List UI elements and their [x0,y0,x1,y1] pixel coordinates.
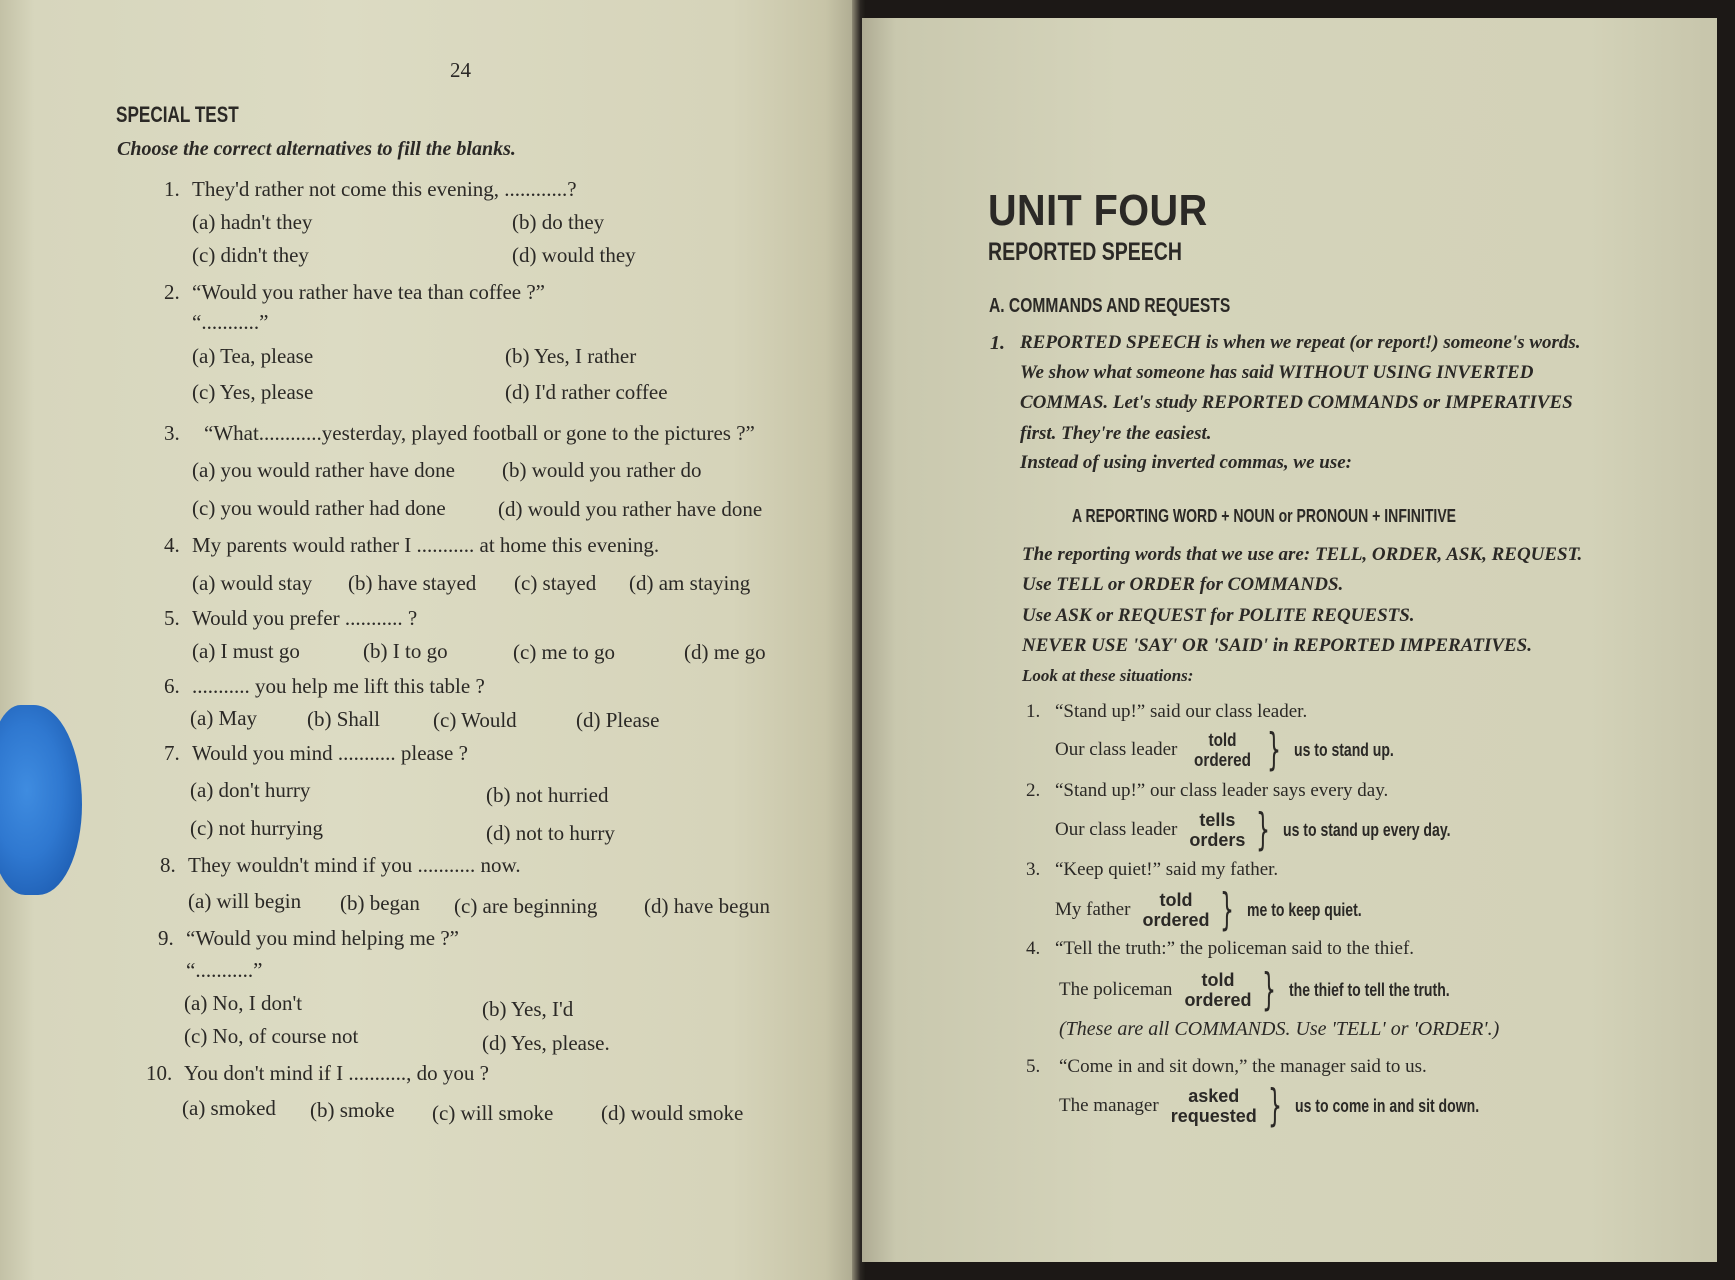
example-direct: “Tell the truth:” the policeman said to the thief. [1055,938,1415,959]
example-rest: me to keep quiet. [1247,899,1363,920]
brace-icon: } [1220,884,1235,935]
option: (c) No, of course not [184,1024,359,1048]
example-number: 4. [1026,938,1041,959]
option: (c) will smoke [432,1101,554,1125]
option: (c) not hurrying [190,816,323,840]
option: (b) have stayed [348,571,477,595]
example-verbs: told ordered [1194,730,1252,770]
option: (a) hadn't they [192,210,313,234]
intro-line: We show what someone has said WITHOUT USING INVERTED [1020,362,1534,383]
note: (These are all COMMANDS. Use 'TELL' or 'ORDER'.) [1059,1018,1500,1040]
example-number: 1. [1026,701,1041,722]
option: (b) Yes, I'd [482,997,574,1021]
right-page [862,18,1717,1262]
left-page [0,0,860,1280]
question-number: 2. [164,280,180,304]
option: (d) me go [684,640,766,664]
example-verbs: told ordered [1142,890,1210,930]
example-subject: Our class leader [1055,819,1178,840]
option: (b) Shall [307,707,380,731]
option: (a) Tea, please [192,344,314,368]
instruction: Choose the correct alternatives to fill the blanks. [117,138,516,160]
example-reported [1055,804,1498,855]
example-reported [1059,964,1495,1015]
question-number: 7. [164,741,180,765]
question-text: Would you prefer ........... ? [192,606,418,630]
example-subject: The policeman [1059,979,1173,1000]
option: (a) don't hurry [190,778,311,802]
brace-icon: } [1256,804,1271,855]
option: (d) have begun [644,894,770,918]
question-text: “Would you rather have tea than coffee ?” [192,280,545,304]
example-reported [1055,724,1422,775]
option: (a) No, I don't [184,991,303,1015]
option: (c) me to go [513,640,616,664]
example-direct: “Come in and sit down,” the manager said to us. [1059,1056,1427,1077]
unit-title: UNIT FOUR [988,186,1208,235]
example-verbs: tells orders [1189,810,1246,850]
option: (b) not hurried [486,783,609,807]
intro-number: 1. [990,332,1005,354]
answer-line: “...........” [192,310,269,334]
option: (a) will begin [188,889,302,913]
example-number: 5. [1026,1056,1041,1077]
question-text: Would you mind ........... please ? [192,741,468,765]
intro-line: COMMAS. Let's study REPORTED COMMANDS or IMPERATIVES [1020,392,1573,413]
question-number: 4. [164,533,180,557]
option: (d) am staying [629,571,751,595]
example-rest: the thief to tell the truth. [1289,979,1451,1000]
page-number: 24 [450,58,471,82]
blue-cloth [0,705,82,895]
rule-line: The reporting words that we use are: TELL, ORDER, ASK, REQUEST. [1022,544,1583,565]
option: (d) would you rather have done [498,497,763,521]
option: (c) Would [433,708,517,732]
example-direct: “Keep quiet!” said my father. [1055,859,1279,880]
option: (d) Yes, please. [482,1031,610,1055]
question-text: “What............yesterday, played football or gone to the pictures ?” [204,421,755,445]
example-reported [1055,884,1395,935]
question-text: ........... you help me lift this table ? [192,674,485,698]
example-direct: “Stand up!” our class leader says every day. [1055,780,1389,801]
option: (d) not to hurry [486,821,615,845]
example-number: 3. [1026,859,1041,880]
option: (d) Please [576,708,660,732]
brace-icon: } [1267,1080,1282,1131]
unit-subtitle: REPORTED SPEECH [988,238,1182,266]
question-number: 9. [158,926,174,950]
option: (a) May [190,706,258,730]
option: (b) I to go [363,639,448,663]
example-subject: The manager [1059,1095,1159,1116]
brace-icon: } [1262,964,1277,1015]
answer-line: “...........” [186,958,263,982]
rule-line: Use TELL or ORDER for COMMANDS. [1022,574,1344,595]
example-rest: us to come in and sit down. [1294,1095,1479,1116]
example-reported [1059,1080,1531,1131]
example-verbs: told ordered [1184,970,1252,1010]
intro-line: first. They're the easiest. [1020,423,1212,444]
question-number: 1. [164,177,180,201]
example-rest: us to stand up every day. [1283,819,1451,840]
question-text: “Would you mind helping me ?” [186,926,459,950]
intro-line: REPORTED SPEECH is when we repeat (or report!) someone's words. [1020,332,1581,353]
example-rest: us to stand up. [1294,739,1395,760]
section-title: SPECIAL TEST [116,102,239,127]
example-direct: “Stand up!” said our class leader. [1055,701,1308,722]
question-number: 3. [164,421,180,445]
option: (c) Yes, please [192,380,314,404]
option: (a) smoked [182,1096,276,1120]
formula: A REPORTING WORD + NOUN or PRONOUN + INFINITIVE [1072,506,1457,526]
option: (d) I'd rather coffee [505,380,668,404]
option: (b) Yes, I rather [505,344,637,368]
option: (a) you would rather have done [192,458,455,482]
option: (a) would stay [192,571,313,595]
option: (c) stayed [514,571,597,595]
question-number: 6. [164,674,180,698]
option: (c) are beginning [454,894,598,918]
example-subject: My father [1055,899,1131,920]
rule-line: Look at these situations: [1022,666,1194,685]
rule-line: Use ASK or REQUEST for POLITE REQUESTS. [1022,605,1415,626]
example-number: 2. [1026,780,1041,801]
option: (b) do they [512,210,605,234]
option: (b) would you rather do [502,458,702,482]
option: (a) I must go [192,639,300,663]
rule-line: NEVER USE 'SAY' OR 'SAID' in REPORTED IMPERATIVES. [1022,635,1533,656]
section-a-heading: A. COMMANDS AND REQUESTS [989,295,1231,317]
intro-line: Instead of using inverted commas, we use: [1020,452,1352,473]
option: (b) began [340,891,420,915]
question-text: They'd rather not come this evening, ............? [192,177,577,201]
example-subject: Our class leader [1055,739,1178,760]
question-number: 10. [146,1061,173,1085]
question-text: My parents would rather I ........... at home this evening. [192,533,660,557]
option: (c) didn't they [192,243,309,267]
option: (b) smoke [310,1098,395,1122]
question-text: They wouldn't mind if you ........... now. [188,853,521,877]
example-verbs: asked requested [1170,1086,1257,1126]
option: (d) would smoke [601,1101,744,1125]
question-number: 8. [160,853,176,877]
option: (d) would they [512,243,636,267]
question-text: You don't mind if I ..........., do you ? [184,1061,489,1085]
option: (c) you would rather had done [192,496,446,520]
question-number: 5. [164,606,180,630]
brace-icon: } [1267,724,1282,775]
